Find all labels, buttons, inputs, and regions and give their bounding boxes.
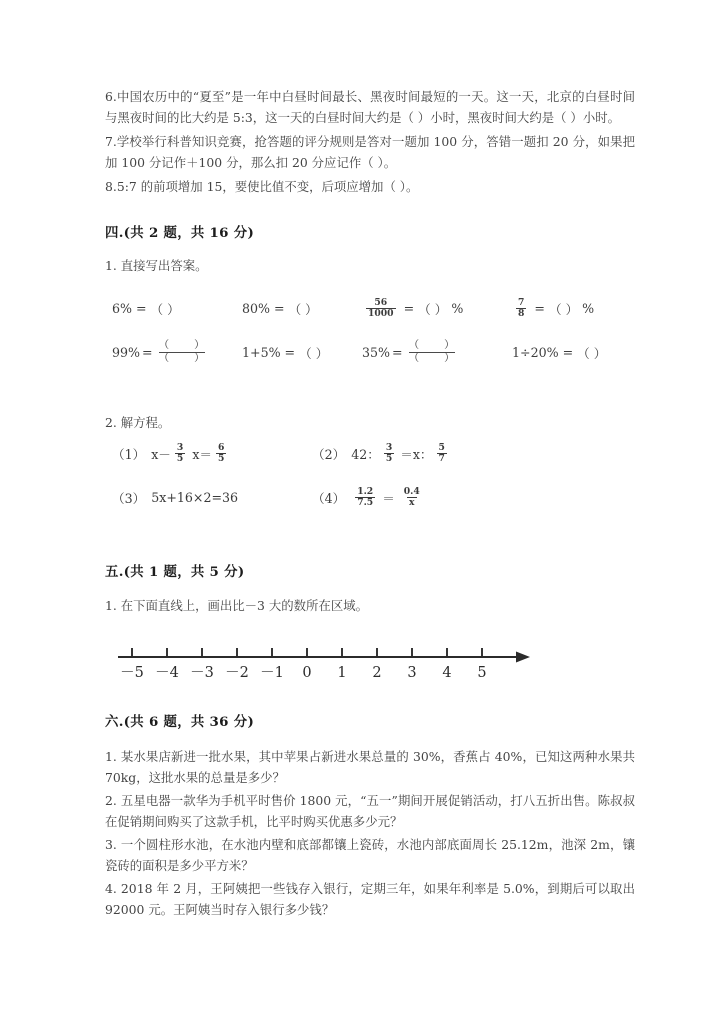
eq-term: x＝: [192, 447, 213, 463]
percent-suffix-3: %: [451, 301, 464, 317]
conversion-left-8: 1÷20%: [512, 344, 559, 360]
equation-tag-3: （3）: [112, 490, 146, 506]
fraction-numerator: 3: [385, 442, 393, 453]
conversion-left-2: 80%: [242, 301, 270, 317]
number-line-tick-label: －2: [225, 665, 249, 681]
number-line-tick-label: －4: [155, 665, 179, 681]
fraction-numerator: 7: [518, 297, 525, 308]
number-line-labels: [120, 665, 486, 681]
fraction-denominator: 8: [518, 308, 525, 320]
fraction-numerator: 5: [438, 442, 445, 453]
number-line-tick-label: 5: [477, 665, 487, 681]
fraction-denominator: 5: [218, 453, 225, 465]
equation-1: [112, 443, 312, 465]
equation-body-2: [351, 443, 451, 465]
section-five-q1-label: 1. 在下面直线上，画出比－3 大的数所在区域。: [105, 598, 369, 613]
conversion-left-7: 35%: [362, 344, 390, 360]
fraction-numerator: 0.4: [403, 485, 420, 497]
equation-2: [312, 443, 451, 465]
section-four-q2-label: 2. 解方程。: [105, 415, 171, 430]
fraction-denominator: x: [409, 496, 415, 508]
conversion-item-7: [362, 340, 512, 365]
conversion-item-1: [112, 299, 242, 318]
equation-tag-1: （1）: [112, 447, 146, 463]
section-four-heading: 四.(共 2 题，共 16 分): [105, 225, 255, 241]
eq-term: x－: [151, 447, 171, 463]
equals-sign: =: [135, 301, 147, 317]
fraction-1-2-over-7-5: [355, 487, 375, 509]
word-problem-1: 1. 某水果店新进一批水果，其中苹果占新进水果总量的 30%，香蕉占 40%，已知这两种水果共 70kg，这批水果的总量是多少？: [105, 749, 635, 785]
eq-term: ＝x：: [400, 447, 433, 463]
fraction-numerator: 1.2: [357, 485, 374, 497]
number-line-tick-label: 3: [407, 665, 417, 681]
equation-row-2: [112, 487, 642, 509]
answer-blank-8[interactable]: （ ）: [577, 345, 607, 361]
word-problem-list: [105, 747, 635, 920]
equation-grid: [112, 443, 642, 508]
number-line-tick-label: 0: [302, 665, 312, 681]
fraction-6-5: [216, 443, 226, 465]
fraction-56-1000: [366, 298, 396, 320]
number-line-arrowhead: [516, 652, 530, 663]
conversion-left-1: 6%: [112, 301, 132, 317]
equation-body-1: [151, 443, 230, 465]
equation-row-1: [112, 443, 642, 465]
fraction-numerator-blank[interactable]: （ ）: [158, 339, 205, 351]
fraction-3-5: [384, 443, 394, 465]
fraction-numerator: 56: [374, 297, 388, 308]
number-line-tick-label: －3: [190, 665, 214, 681]
section-six-heading: 六.(共 6 题，共 36 分): [105, 714, 255, 730]
number-line-tick-label: 2: [372, 665, 382, 681]
equation-tag-2: （2）: [312, 447, 346, 463]
eq-term: 42：: [351, 447, 380, 463]
fraction-denominator-blank[interactable]: （ ）: [408, 351, 455, 364]
equals-sign: =: [274, 301, 285, 317]
conversion-left-6: 1+5%: [242, 344, 281, 360]
answer-blank-6[interactable]: （ ）: [299, 345, 329, 361]
number-line-tick-label: －5: [120, 665, 144, 681]
fraction-denominator: 1000: [368, 308, 394, 320]
fill-blank-item-7: 7.学校举行科普知识竞赛，抢答题的评分规则是答对一题加 100 分，答错一题扣 20 分，如果把加 100 分记作＋100 分，那么扣 20 分应记作（ ）。: [105, 134, 635, 170]
answer-fraction-blank-5[interactable]: [159, 340, 205, 365]
number-line-tick-label: 4: [442, 665, 452, 681]
answer-blank-4[interactable]: （ ）: [548, 302, 579, 318]
eq-term: ＝: [382, 490, 395, 506]
conversion-item-8: [512, 343, 606, 362]
fraction-denominator: 7.5: [357, 496, 374, 508]
equation-body-4: [351, 487, 426, 509]
answer-blank-3[interactable]: （ ）: [418, 302, 448, 318]
conversion-item-3: [362, 298, 512, 320]
answer-blank-2[interactable]: （ ）: [288, 302, 318, 318]
fraction-numerator-blank[interactable]: （ ）: [408, 339, 455, 351]
conversion-left-5: 99%: [112, 344, 140, 360]
fraction-0-4-over-x: [402, 487, 422, 509]
answer-blank-1[interactable]: （ ）: [150, 302, 180, 318]
fill-blank-item-8: 8.5:7 的前项增加 15，要使比值不变，后项应增加（ ）。: [105, 179, 419, 194]
fraction-numerator: 6: [218, 442, 225, 453]
equals-sign: =: [562, 344, 574, 360]
equation-tag-4: （4）: [312, 490, 346, 506]
section-four-q1-label: 1. 直接写出答案。: [105, 258, 208, 273]
fraction-7-8: [516, 298, 526, 320]
fraction-denominator: 5: [176, 453, 184, 465]
section-five-heading: 五.(共 1 题，共 5 分): [105, 564, 245, 580]
percent-suffix-4: %: [582, 301, 595, 317]
number-line-tick-label: 1: [337, 665, 347, 681]
conversion-item-4: [512, 298, 594, 320]
fill-blank-item-6: 6.中国农历中的“夏至”是一年中白昼时间最长、黑夜时间最短的一天。这一天，北京的白昼时间与黑夜时间的比大约是 5:3，这一天的白昼时间大约是（ ）小时，黑夜时间大约是（ ）小时。: [105, 89, 635, 125]
number-line-svg: [110, 632, 540, 684]
fraction-denominator-blank[interactable]: （ ）: [158, 351, 205, 364]
fraction-denominator: 7: [438, 453, 445, 465]
equals-sign: =: [403, 301, 415, 317]
number-line-ticks: [132, 648, 482, 657]
conversion-row-2: [112, 340, 642, 365]
equation-4: [312, 487, 426, 509]
word-problem-3: 3. 一个圆柱形水池，在水池内壁和底部都镶上瓷砖，水池内部底面周长 25.12m，池深 2m，镶瓷砖的面积是多少平方米？: [105, 837, 635, 873]
conversion-row-1: [112, 298, 642, 320]
conversion-item-6: [242, 343, 362, 362]
fill-in-blank-section: [105, 86, 635, 197]
equals-sign: =: [534, 301, 545, 317]
word-problem-4: 4. 2018 年 2 月，王阿姨把一些钱存入银行，定期三年，如果年利率是 5.0%，到期后可以取出 92000 元。王阿姨当时存入银行多少钱？: [105, 881, 635, 917]
fraction-numerator: 3: [176, 442, 184, 453]
equation-body-3: 5x+16×2=36: [151, 489, 239, 505]
fraction-5-7: [437, 443, 447, 465]
fraction-3-5: [175, 443, 185, 465]
conversion-item-2: [242, 299, 362, 318]
equals-sign: =: [142, 344, 153, 360]
conversion-item-5: [112, 340, 242, 365]
answer-fraction-blank-7[interactable]: [409, 340, 455, 365]
equation-3: [112, 487, 312, 509]
fraction-denominator: 5: [385, 453, 393, 465]
number-line-figure: [110, 632, 540, 684]
number-line-tick-label: －1: [260, 665, 284, 681]
equals-sign: =: [392, 344, 403, 360]
equals-sign: =: [284, 344, 296, 360]
word-problem-2: 2. 五星电器一款华为手机平时售价 1800 元，“五一”期间开展促销活动，打八五折出售。陈叔叔在促销期间购买了这款手机，比平时购买优惠多少元？: [105, 793, 635, 829]
